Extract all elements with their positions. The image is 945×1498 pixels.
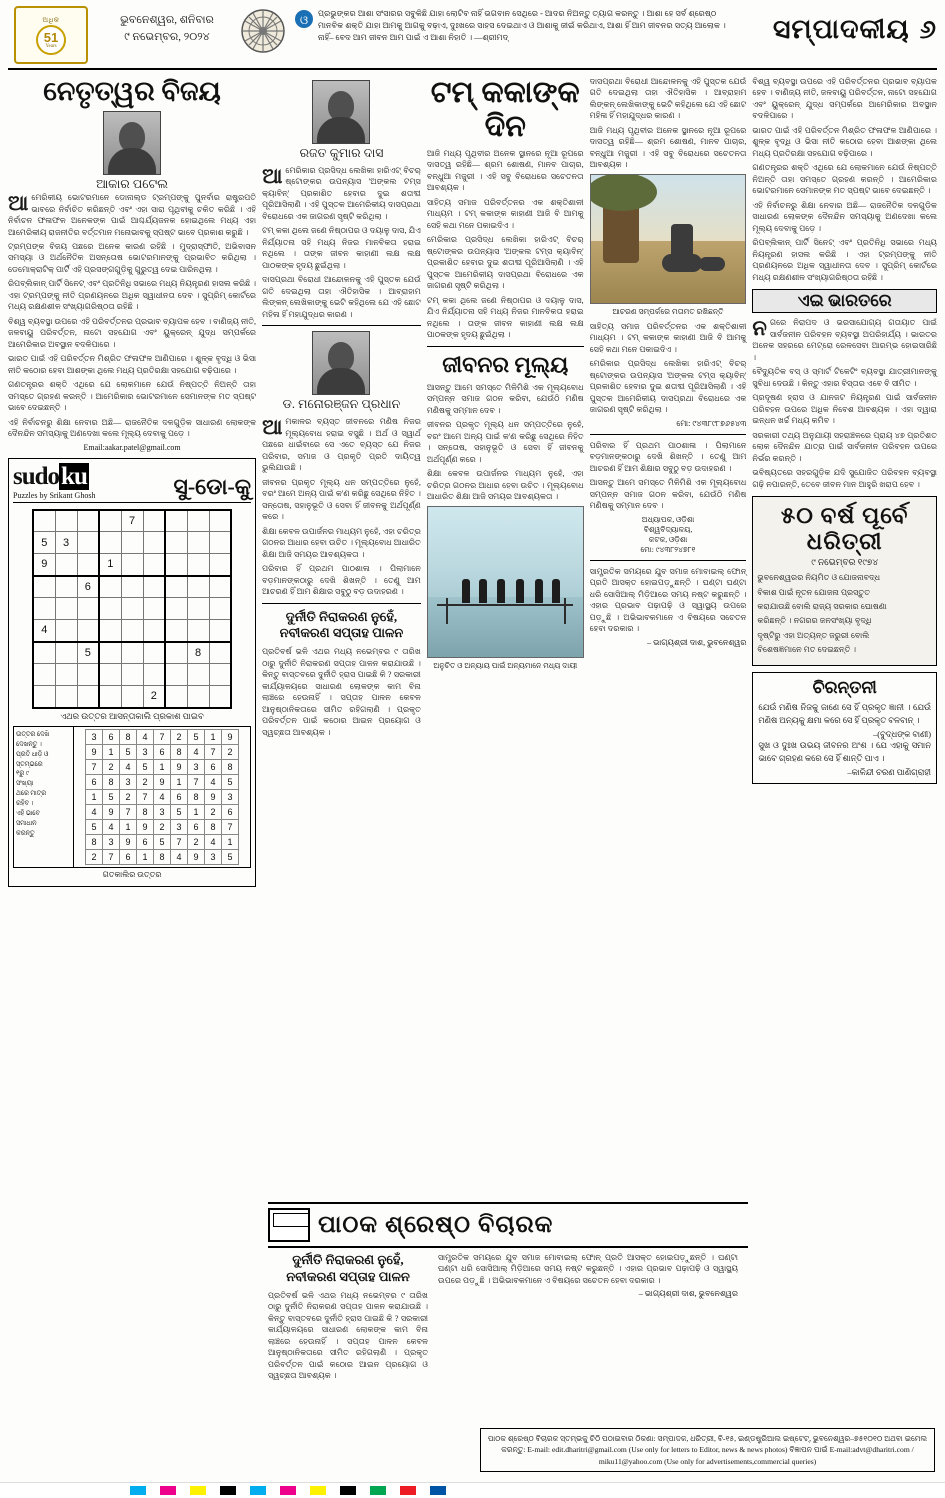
seal-circle — [36, 25, 66, 55]
sudoku-cell[interactable] — [165, 510, 187, 532]
svg-text:ଓ: ଓ — [299, 13, 309, 27]
column-feature-b — [427, 76, 584, 887]
sudoku-title-odia: ସୁ-ଡୋ-କୁ — [173, 473, 252, 499]
sudoku-cell[interactable] — [33, 576, 55, 598]
sudoku-answer-cell: 5 — [171, 804, 188, 819]
sudoku-cell[interactable] — [77, 554, 99, 576]
sudoku-cell[interactable] — [165, 532, 187, 554]
color-swatch — [430, 1486, 446, 1495]
sudoku-answer-cell: 9 — [154, 774, 171, 789]
sudoku-answer-cell: 8 — [171, 744, 188, 759]
sudoku-answer-cell: 7 — [154, 729, 171, 744]
color-swatch — [400, 1486, 416, 1495]
article2-byline: ରଜତ କୁମାର ଦାସ — [299, 146, 384, 160]
sudoku-cell[interactable] — [143, 554, 165, 576]
sudoku-answer-cell: 9 — [205, 789, 222, 804]
sudoku-answer-cell: 7 — [205, 744, 222, 759]
sudoku-cell[interactable] — [143, 532, 165, 554]
column-feature-a — [262, 76, 421, 887]
letter1-body-2: ପ୍ରତିବର୍ଷ ଭଳି ଏଥର ମଧ୍ୟ ନଭେମ୍ବର ୯ ତାରିଖ ଠାରୁ ଦୁର୍ନୀତି ନିରାକରଣ ସପ୍ତାହ ପାଳନ କରାଯାଉଛି । କିନ୍ତୁ ବାସ୍ତବରେ ଦୁର୍ନୀତି ହ୍ରାସ ପାଇଛି କି ? ସରକାରୀ କାର୍ଯ୍ୟାଳୟରେ ସାଧାରଣ ଲୋକଙ୍କ କାମ ବିନା ଲାଞ୍ଚରେ ହେଉନାହିଁ । ସପ୍ତାହ ପାଳନ କେବଳ ଆନୁଷ୍ଠାନିକତାରେ ସୀମିତ ରହିଗଲାଣି । ପ୍ରକୃତ ପରିବର୍ତ୍ତନ ପାଇଁ କଠୋର ଆଇନ ପ୍ରୟୋଗ ଓ ସ୍ୱଚ୍ଛତା ଆବଶ୍ୟକ । — [268, 1290, 428, 1381]
seal-years-number: 51 — [43, 29, 59, 45]
sudoku-cell[interactable] — [143, 576, 165, 598]
sudoku-answer-cell: 6 — [137, 834, 154, 849]
sudoku-cell[interactable] — [209, 642, 231, 664]
sudoku-cell[interactable] — [209, 664, 231, 686]
sudoku-cell[interactable] — [209, 510, 231, 532]
letter2-sign-2: – ଭାଗ୍ୟଶ୍ରୀ ଦାଶ, ଭୁବନେଶ୍ୱର — [638, 1289, 738, 1299]
sudoku-cell[interactable] — [143, 510, 165, 532]
sudoku-answer-cell: 5 — [103, 789, 120, 804]
article3-photo-caption: ଅନୁଚିତ ଓ ଅନ୍ୟାୟ ପାଇଁ ଅନ୍ୟମାନେ ମଧ୍ୟ ଦାୟୀ — [433, 660, 578, 670]
ei-bharatare-banner: ଏଇ ଭାରତରେ — [752, 289, 937, 313]
sudoku-cell[interactable] — [55, 686, 77, 708]
sudoku-answer-cell: 9 — [137, 819, 154, 834]
sudoku-answer-cell: 8 — [154, 849, 171, 864]
sudoku-cell[interactable] — [165, 554, 187, 576]
sudoku-header — [13, 463, 251, 503]
sudoku-cell[interactable] — [99, 620, 121, 642]
page-number: ୬ — [919, 15, 937, 44]
sudoku-answer-cell: 6 — [103, 729, 120, 744]
sudoku-cell[interactable] — [55, 510, 77, 532]
sudoku-answer-cell: 5 — [120, 744, 137, 759]
edition-place: ଭୁବନେଶ୍ୱର, ଶନିବାର — [120, 14, 214, 26]
sudoku-cell[interactable] — [121, 642, 143, 664]
contact-info: ପାଠକ ଶ୍ରେଷ୍ଠ ବିଚାରକ ସ୍ତମ୍ଭକୁ ଚିଠି ପଠାଇବାର ଠିକଣା: ସମ୍ପାଦକ, ଧରିତ୍ରୀ, ବି-୧୫, ଇଣ୍ଡଷ୍ଟ୍ରିଆଲ ଇଷ୍ଟେଟ୍, ଭୁବନେଶ୍ୱର–୭୫୧୦୧୦ ଅଥବା ଇମେଲ କରନ୍ତୁ: E-mail: edit.dharitri@gmail.com (Use only for letters to Editor, news & news photos) ବିଜ୍ଞାପନ ପାଇଁ E-mail:advt@dharitri.com / miku11@yahoo.com (Use only for advertisements,commercial queries) — [480, 1428, 935, 1472]
sudoku-answer-cell: 5 — [154, 834, 171, 849]
mailbox-icon — [268, 1208, 310, 1242]
edition-date: ୯ ନଭେମ୍ବର, ୨୦୨୪ — [124, 30, 210, 43]
sudoku-block — [8, 458, 256, 887]
sudoku-cell[interactable] — [99, 664, 121, 686]
reader-header — [268, 1202, 748, 1248]
sudoku-answer-cell: 7 — [171, 834, 188, 849]
sudoku-answer-cell: 6 — [120, 849, 137, 864]
sudoku-cell[interactable] — [121, 664, 143, 686]
sudoku-answer-cell: 5 — [137, 759, 154, 774]
sudoku-answer-cell: 9 — [103, 804, 120, 819]
sudoku-cell[interactable] — [165, 598, 187, 620]
sudoku-answer-cell: 5 — [86, 819, 103, 834]
article2-photo-caption: ଆଚରଣ ସମ୍ପର୍କରେ ମତାମତ ରଖିଛନ୍ତି — [612, 306, 724, 316]
sudoku-cell[interactable] — [55, 620, 77, 642]
konark-wheel-icon — [240, 8, 286, 54]
sudoku-answer-cell: 9 — [120, 834, 137, 849]
chiratani-line-2: ସୁଖ ଓ ଦୁଃଖ ଉଭୟ ଜୀବନର ଅଂଶ । ଯେ ଏହାକୁ ସମାନ ଭାବେ ଗ୍ରହଣ କରେ ସେ ହିଁ ଶାନ୍ତି ପାଏ । — [758, 741, 931, 763]
letter1-title: ଦୁର୍ନୀତି ନିରାକରଣ ନୁହେଁ, ନବୀକରଣ ସପ୍ତାହ ପାଳନ — [279, 608, 404, 641]
sudoku-credit: Puzzles by Srikant Ghosh — [13, 490, 96, 500]
color-swatch — [160, 1486, 176, 1495]
sudoku-cell[interactable] — [143, 642, 165, 664]
article1-body: ଆମେରିକୀୟ ଭୋଟରମାନେ ଡୋନାଲ୍ଡ ଟ୍ରମ୍ପଙ୍କୁ ପୁନର୍ବାର ରାଷ୍ଟ୍ରପତି ଭାବରେ ନିର୍ବାଚିତ କରିଛନ୍ତି ଏବଂ ଏହା ସାରା ପୃଥିବୀକୁ ଚକିତ କରିଛି । ଏହି ନିର୍ବାଚନ ଫଳାଫଳ ଅନେକଙ୍କ ପାଇଁ ଆଶ୍ଚର୍ଯ୍ୟଜନକ ହୋଇଥିଲେ ମଧ୍ୟ ଏହା ଆମେରିକୀୟ ରାଜନୀତିର ବର୍ତ୍ତମାନ ମନୋଭାବକୁ ସ୍ପଷ୍ଟ ଭାବେ ପ୍ରକାଶ କରୁଛି । ଟ୍ରମ୍ପଙ୍କ ବିଜୟ ପଛରେ ଅନେକ କାରଣ ରହିଛି । ମୁଦ୍ରାସ୍ଫୀତି, ଅଭିବାସନ ସମସ୍ୟା ଓ ଅର୍ଥନୈତିକ ଅସନ୍ତୋଷ ଭୋଟରମାନଙ୍କୁ ପ୍ରଭାବିତ କରିଥିଲା । ଡେମୋକ୍ରାଟିକ୍ ପାର୍ଟି ଏହି ପ୍ରସଙ୍ଗଗୁଡ଼ିକୁ ଗୁରୁତ୍ୱ ଦେଇ ପାରିନଥିଲା । ରିପବ୍ଲିକାନ୍ ପାର୍ଟି ସିନେଟ୍ ଏବଂ ପ୍ରତିନିଧି ସଭାରେ ମଧ୍ୟ ନିୟନ୍ତ୍ରଣ ହାସଲ କରିଛି । ଏହା ଟ୍ରମ୍ପଙ୍କୁ ନୀତି ପ୍ରଣୟନରେ ଅଧିକ ସ୍ୱାଧୀନତା ଦେବ । ସୁପ୍ରିମ୍ କୋର୍ଟରେ ମଧ୍ୟ ରକ୍ଷଣଶୀଳ ସଂଖ୍ୟାଗରିଷ୍ଠତା ରହିଛି । ବିଶ୍ୱ ବ୍ୟବସ୍ଥା ଉପରେ ଏହି ପରିବର୍ତ୍ତନର ପ୍ରଭାବ ବ୍ୟାପକ ହେବ । ବାଣିଜ୍ୟ ନୀତି, ଜଳବାୟୁ ପରିବର୍ତ୍ତନ, ନାଟୋ ସହଯୋଗ ଏବଂ ୟୁକ୍ରେନ୍ ଯୁଦ୍ଧ ସମ୍ପର୍କରେ ଆମେରିକାର ଅବସ୍ଥାନ ବଦଳିପାରେ । ଭାରତ ପାଇଁ ଏହି ପରିବର୍ତ୍ତନ ମିଶ୍ରିତ ଫଳାଫଳ ଆଣିପାରେ । ଶୁଳ୍କ ବୃଦ୍ଧି ଓ ଭିସା ନୀତି କଠୋର ହେବା ଆଶଙ୍କା ଥିଲେ ମଧ୍ୟ ପ୍ରତିରକ୍ଷା ସହଯୋଗ ବଢ଼ିପାରେ । ଗଣତନ୍ତ୍ରର ଶକ୍ତି ଏଥିରେ ଯେ ଲୋକମାନେ ଯେଉଁ ନିଷ୍ପତ୍ତି ନିଅନ୍ତି ତାହା ସମସ୍ତେ ଗ୍ରହଣ କରନ୍ତି । ଆମେରିକାର ଭୋଟରମାନେ ସେମାନଙ୍କ ମତ ସ୍ପଷ୍ଟ ଭାବେ ଦେଇଛନ୍ତି । ଏହି ନିର୍ବାଚନରୁ ଶିକ୍ଷା ନେବାର ଅଛି— ରାଜନୈତିକ ଦଳଗୁଡ଼ିକ ସାଧାରଣ ଲୋକଙ୍କ ଦୈନନ୍ଦିନ ସମସ୍ୟାକୁ ଅଣଦେଖା କଲେ ମୂଲ୍ୟ ଦେବାକୁ ପଡ଼େ । — [8, 191, 257, 439]
sudoku-cell[interactable]: 3 — [55, 532, 77, 554]
sudoku-answer-cell: 6 — [154, 744, 171, 759]
sudoku-answer-grid — [85, 729, 239, 865]
sudoku-cell[interactable] — [33, 642, 55, 664]
sudoku-cell[interactable]: 9 — [33, 554, 55, 576]
sudoku-cell[interactable]: 5 — [33, 532, 55, 554]
article3-author-photo — [312, 331, 370, 395]
sudoku-cell[interactable]: 4 — [33, 620, 55, 642]
sudoku-answer-cell: 3 — [222, 789, 239, 804]
article1-email: Email:aakar.patel@gmail.com — [83, 442, 181, 452]
sudoku-answer-cell: 3 — [188, 759, 205, 774]
sudoku-cell[interactable] — [99, 642, 121, 664]
color-swatch — [310, 1486, 326, 1495]
article2-body-c: ଦାସପ୍ରଥା ବିରୋଧୀ ଆନ୍ଦୋଳନକୁ ଏହି ପୁସ୍ତକ ଯେଉଁ ଗତି ଦେଇଥିଲା ତାହା ଐତିହାସିକ । ଆବ୍ରାହାମ ଲିଙ୍କନ୍ ଲେଖିକାଙ୍କୁ ଭେଟି କହିଥିଲେ ଯେ ଏହି ଛୋଟ ମହିଳା ହିଁ ମହାଯୁଦ୍ଧର କାରଣ । ଆଜି ମଧ୍ୟ ପୃଥିବୀର ଅନେକ ସ୍ଥାନରେ ନୂଆ ରୂପରେ ଦାସତ୍ୱ ରହିଛି— ଶ୍ରମ ଶୋଷଣ, ମାନବ ପାଚାର, ବନ୍ଧୁଆ ମଜୁରୀ । ଏହି ସବୁ ବିରୋଧରେ ସଚେତନତା ଆବଶ୍ୟକ । — [589, 77, 747, 170]
seal-years-word: Years — [45, 43, 57, 49]
sudoku-answer-cell: 8 — [205, 819, 222, 834]
sudoku-cell[interactable] — [55, 664, 77, 686]
sudoku-cell[interactable] — [165, 620, 187, 642]
sudoku-answer-caption: ଗତକାଲିର ଉତ୍ତର — [102, 869, 162, 879]
sudoku-cell[interactable]: 1 — [99, 554, 121, 576]
color-swatch — [220, 1486, 236, 1495]
sudoku-cell[interactable]: 2 — [143, 686, 165, 708]
sudoku-cell[interactable] — [187, 554, 209, 576]
chiratani-title: ଚିରନ୍ତନୀ — [812, 677, 877, 697]
sudoku-answer-cell: 3 — [86, 729, 103, 744]
sudoku-cell[interactable] — [187, 576, 209, 598]
reader-section — [268, 1196, 748, 1385]
sudoku-cell[interactable] — [121, 576, 143, 598]
sudoku-cell[interactable] — [55, 554, 77, 576]
sudoku-answer-cell: 1 — [205, 729, 222, 744]
sudoku-answer-cell: 4 — [137, 729, 154, 744]
color-swatch — [340, 1486, 356, 1495]
sudoku-cell[interactable]: 5 — [77, 642, 99, 664]
sudoku-cell[interactable] — [77, 686, 99, 708]
sudoku-cell[interactable]: 7 — [121, 510, 143, 532]
sudoku-answer-cell: 1 — [171, 774, 188, 789]
sudoku-answer-cell: 3 — [205, 849, 222, 864]
sudoku-cell[interactable] — [165, 576, 187, 598]
sudoku-cell[interactable] — [209, 620, 231, 642]
sudoku-cell[interactable] — [121, 554, 143, 576]
sudoku-cell[interactable] — [55, 642, 77, 664]
sudoku-cell[interactable] — [209, 686, 231, 708]
sudoku-answer-cell: 4 — [120, 759, 137, 774]
drop-cap: ଆ — [262, 164, 283, 188]
sudoku-answer-cell: 7 — [86, 759, 103, 774]
sudoku-answer-cell: 9 — [188, 849, 205, 864]
sudoku-answer-cell: 4 — [154, 789, 171, 804]
sudoku-cell[interactable] — [77, 510, 99, 532]
sudoku-answer-cell: 1 — [154, 759, 171, 774]
sudoku-answer-cell: 3 — [154, 804, 171, 819]
article3-body-b: ଆସନ୍ତୁ ଆମେ ସମସ୍ତେ ମିଳିମିଶି ଏକ ମୂଲ୍ୟବୋଧ ସମ୍ପନ୍ନ ସମାଜ ଗଠନ କରିବା, ଯେଉଁଠି ମଣିଷ ମଣିଷକୁ ସମ୍ମାନ ଦେବ । ଜୀବନର ପ୍ରକୃତ ମୂଲ୍ୟ ଧନ ସମ୍ପତ୍ତିରେ ନୁହେଁ, ବରଂ ଆମେ ଅନ୍ୟ ପାଇଁ କ'ଣ କରିଛୁ ସେଥିରେ ନିହିତ । ସନ୍ତୋଷ, ସହାନୁଭୂତି ଓ ସେବା ହିଁ ଜୀବନକୁ ଅର୍ଥପୂର୍ଣ୍ଣ କରେ । ଶିକ୍ଷା କେବଳ ଉପାର୍ଜନର ମାଧ୍ୟମ ନୁହେଁ, ଏହା ଚରିତ୍ର ଗଠନର ଆଧାର ହେବା ଉଚିତ । ମୂଲ୍ୟବୋଧ ଆଧାରିତ ଶିକ୍ଷା ଆଜି ସମୟର ଆବଶ୍ୟକତା । — [426, 382, 584, 502]
content-grid — [8, 76, 937, 887]
color-swatch — [130, 1486, 146, 1495]
sudoku-answer-cell: 5 — [222, 774, 239, 789]
sudoku-answer-cell: 5 — [188, 729, 205, 744]
sudoku-logo: sudoku — [13, 462, 87, 490]
sudoku-answer-cell: 9 — [86, 744, 103, 759]
color-swatch — [280, 1486, 296, 1495]
sudoku-cell[interactable] — [165, 664, 187, 686]
sudoku-cell[interactable] — [187, 598, 209, 620]
article2-body-b: ଆଜି ମଧ୍ୟ ପୃଥିବୀର ଅନେକ ସ୍ଥାନରେ ନୂଆ ରୂପରେ ଦାସତ୍ୱ ରହିଛି— ଶ୍ରମ ଶୋଷଣ, ମାନବ ପାଚାର, ବନ୍ଧୁଆ ମଜୁରୀ । ଏହି ସବୁ ବିରୋଧରେ ସଚେତନତା ଆବଶ୍ୟକ । ସାହିତ୍ୟ ସମାଜ ପରିବର୍ତ୍ତନର ଏକ ଶକ୍ତିଶାଳୀ ମାଧ୍ୟମ । ଟମ୍ କକାଙ୍କ କାହାଣୀ ଆଜି ବି ଆମକୁ ସେହି କଥା ମନେ ପକାଇଦିଏ । ମେରିକାର ପ୍ରସିଦ୍ଧ ଲେଖିକା ହାରିଏଟ୍ ବିଚର୍ ଷ୍ଟୋଙ୍କର ଉପନ୍ୟାସ 'ଅଙ୍କଲ ଟମ୍ସ କ୍ୟାବିନ୍' ପ୍ରକାଶିତ ହେବାର ଦୁଇ ଶତାବ୍ଦୀ ପୂରିଆସିଲାଣି । ଏହି ପୁସ୍ତକ ଆମେରିକୀୟ ଦାସପ୍ରଥା ବିରୋଧରେ ଏକ ଜାଗରଣ ସୃଷ୍ଟି କରିଥିଲା । ଟମ୍ କକା ଥିଲେ ଜଣେ ନିଷ୍ଠାପର ଓ ଦୟାଳୁ ଦାସ, ଯିଏ ନିର୍ଯ୍ୟାତନା ସହି ମଧ୍ୟ ନିଜର ମାନବିକତା ହରାଇ ନଥିଲେ । ତାଙ୍କ ଜୀବନ କାହାଣୀ ଲକ୍ଷ ଲକ୍ଷ ପାଠକଙ୍କ ହୃଦୟ ଛୁଇଁଥିଲା । — [426, 149, 584, 340]
sudoku-cell[interactable] — [55, 576, 77, 598]
color-swatch — [250, 1486, 266, 1495]
sudoku-cell[interactable] — [187, 686, 209, 708]
sudoku-answer-cell: 8 — [103, 774, 120, 789]
article1-author-photo — [103, 111, 161, 175]
sudoku-answer-cell: 4 — [188, 744, 205, 759]
sudoku-cell[interactable] — [121, 532, 143, 554]
sudoku-answer-cell: 2 — [188, 834, 205, 849]
sudoku-cell[interactable] — [121, 686, 143, 708]
anniversary-block — [752, 496, 937, 666]
drop-cap: ଆ — [262, 415, 283, 440]
article3-headline: ଜୀବନର ମୂଲ୍ୟ — [442, 351, 569, 377]
sudoku-cell[interactable] — [165, 686, 187, 708]
chiratani-sign-2: –କାଳିନ୍ଦୀ ଚରଣ ପାଣିଗ୍ରାହୀ — [847, 768, 931, 778]
print-color-bar — [0, 1482, 945, 1498]
color-swatches — [130, 1486, 458, 1495]
article3-body-a: ଆମକାଳର ବ୍ୟସ୍ତ ଜୀବନରେ ମଣିଷ ନିଜର ମୂଲ୍ୟବୋଧ ହରାଇ ବସୁଛି । ଅର୍ଥ ଓ ସ୍ୱାର୍ଥ ପଛରେ ଧାଇଁବାରେ ସେ ଏତେ ବ୍ୟସ୍ତ ଯେ ନିଜର ପରିବାର, ସମାଜ ଓ ପ୍ରକୃତି ପ୍ରତି ଦାୟିତ୍ୱ ଭୁଲିଯାଉଛି । ଜୀବନର ପ୍ରକୃତ ମୂଲ୍ୟ ଧନ ସମ୍ପତ୍ତିରେ ନୁହେଁ, ବରଂ ଆମେ ଅନ୍ୟ ପାଇଁ କ'ଣ କରିଛୁ ସେଥିରେ ନିହିତ । ସନ୍ତୋଷ, ସହାନୁଭୂତି ଓ ସେବା ହିଁ ଜୀବନକୁ ଅର୍ଥପୂର୍ଣ୍ଣ କରେ । ଶିକ୍ଷା କେବଳ ଉପାର୍ଜନର ମାଧ୍ୟମ ନୁହେଁ, ଏହା ଚରିତ୍ର ଗଠନର ଆଧାର ହେବା ଉଚିତ । ମୂଲ୍ୟବୋଧ ଆଧାରିତ ଶିକ୍ଷା ଆଜି ସମୟର ଆବଶ୍ୟକତା । ପରିବାର ହିଁ ପ୍ରଥମ ପାଠଶାଳା । ପିଲାମାନେ ବଡ଼ମାନଙ୍କଠାରୁ ଦେଖି ଶିଖନ୍ତି । ତେଣୁ ଆମ ଆଚରଣ ହିଁ ଆମ ଶିକ୍ଷାର ସବୁଠୁ ବଡ଼ ଉଦାହରଣ । — [262, 415, 421, 597]
sudoku-answer-cell: 3 — [137, 744, 154, 759]
sudoku-answer-cell: 8 — [222, 759, 239, 774]
sudoku-cell[interactable] — [99, 686, 121, 708]
sudoku-answer-cell: 8 — [188, 789, 205, 804]
sudoku-cell[interactable] — [187, 532, 209, 554]
article3-sign: ଅଧ୍ୟାପକ, ଓଡ଼ିଶା ବିଶ୍ୱବିଦ୍ୟାଳୟ, କଟକ, ଓଡ଼ିଶା ମୋ: ୯୪୩୮୨୪୭୮୧ — [640, 514, 696, 554]
column-right-rail — [752, 76, 937, 887]
letter1-title-2: ଦୁର୍ନୀତି ନିରାକରଣ ନୁହେଁ, ନବୀକରଣ ସପ୍ତାହ ପାଳନ — [286, 1252, 410, 1284]
sudoku-cell[interactable] — [33, 510, 55, 532]
section-title-block — [747, 6, 937, 46]
article2-illustration — [590, 174, 747, 304]
sudoku-answer-cell: 3 — [120, 774, 137, 789]
sudoku-cell[interactable] — [209, 598, 231, 620]
sudoku-answer-cell: 6 — [188, 819, 205, 834]
sudoku-answer-cell: 2 — [137, 774, 154, 789]
sudoku-cell[interactable] — [187, 620, 209, 642]
sudoku-cell[interactable] — [187, 664, 209, 686]
sanskrit-verse-text: ପ୍ରଭୁଙ୍କର ଆଶା ସଂସାରର ସବୁକିଛି ଯାହା ଲୋଟିବ ନାହିଁ ଭଗବାନ ସେଥିରେ - ଆଦର ନିଅନ୍ତୁ ତ୍ୟାଗ କରନ୍ତୁ । ଆଶା ହେ ସର୍ବ ଶ୍ରେଷ୍ଠ ମାନବିକ ଶକ୍ତି ଯାହା ଆମକୁ ଆଗକୁ ବଢ଼ାଏ, ଦୁଃଖରେ ସାହସ ଦେଇଥାଏ ଓ ଆଶାକୁ ଜୀଇଁ କରିଥାଏ, ଆଶା ହିଁ ଆମ ଜୀବନର ସତ୍ୟ ଆଲୋକ । ନାହିଁ– ବେଦ ଆମ ଜୀବନ ଆମ ପାଇଁ ଏ ଆଶା ନିହାତି । —ଶ୍ରୀମଦ୍ — [318, 9, 726, 42]
article2-author-photo — [312, 80, 370, 144]
sudoku-cell[interactable] — [209, 554, 231, 576]
article1-overflow: ବିଶ୍ୱ ବ୍ୟବସ୍ଥା ଉପରେ ଏହି ପରିବର୍ତ୍ତନର ପ୍ରଭାବ ବ୍ୟାପକ ହେବ । ବାଣିଜ୍ୟ ନୀତି, ଜଳବାୟୁ ପରିବର୍ତ୍ତନ, ନାଟୋ ସହଯୋଗ ଏବଂ ୟୁକ୍ରେନ୍ ଯୁଦ୍ଧ ସମ୍ପର୍କରେ ଆମେରିକାର ଅବସ୍ଥାନ ବଦଳିପାରେ । ଭାରତ ପାଇଁ ଏହି ପରିବର୍ତ୍ତନ ମିଶ୍ରିତ ଫଳାଫଳ ଆଣିପାରେ । ଶୁଳ୍କ ବୃଦ୍ଧି ଓ ଭିସା ନୀତି କଠୋର ହେବା ଆଶଙ୍କା ଥିଲେ ମଧ୍ୟ ପ୍ରତିରକ୍ଷା ସହଯୋଗ ବଢ଼ିପାରେ । ଗଣତନ୍ତ୍ରର ଶକ୍ତି ଏଥିରେ ଯେ ଲୋକମାନେ ଯେଉଁ ନିଷ୍ପତ୍ତି ନିଅନ୍ତି ତାହା ସମସ୍ତେ ଗ୍ରହଣ କରନ୍ତି । ଆମେରିକାର ଭୋଟରମାନେ ସେମାନଙ୍କ ମତ ସ୍ପଷ୍ଟ ଭାବେ ଦେଇଛନ୍ତି । ଏହି ନିର୍ବାଚନରୁ ଶିକ୍ଷା ନେବାର ଅଛି— ରାଜନୈତିକ ଦଳଗୁଡ଼ିକ ସାଧାରଣ ଲୋକଙ୍କ ଦୈନନ୍ଦିନ ସମସ୍ୟାକୁ ଅଣଦେଖା କଲେ ମୂଲ୍ୟ ଦେବାକୁ ପଡ଼େ । ରିପବ୍ଲିକାନ୍ ପାର୍ଟି ସିନେଟ୍ ଏବଂ ପ୍ରତିନିଧି ସଭାରେ ମଧ୍ୟ ନିୟନ୍ତ୍ରଣ ହାସଲ କରିଛି । ଏହା ଟ୍ରମ୍ପଙ୍କୁ ନୀତି ପ୍ରଣୟନରେ ଅଧିକ ସ୍ୱାଧୀନତା ଦେବ । ସୁପ୍ରିମ୍ କୋର୍ଟରେ ମଧ୍ୟ ରକ୍ଷଣଶୀଳ ସଂଖ୍ୟାଗରିଷ୍ଠତା ରହିଛି । — [752, 77, 937, 282]
sudoku-cell[interactable] — [143, 620, 165, 642]
sudoku-cell[interactable] — [209, 532, 231, 554]
sudoku-answer-cell: 7 — [222, 819, 239, 834]
article3-body-c: ପରିବାର ହିଁ ପ୍ରଥମ ପାଠଶାଳା । ପିଲାମାନେ ବଡ଼ମାନଙ୍କଠାରୁ ଦେଖି ଶିଖନ୍ତି । ତେଣୁ ଆମ ଆଚରଣ ହିଁ ଆମ ଶିକ୍ଷାର ସବୁଠୁ ବଡ଼ ଉଦାହରଣ । ଆସନ୍ତୁ ଆମେ ସମସ୍ତେ ମିଳିମିଶି ଏକ ମୂଲ୍ୟବୋଧ ସମ୍ପନ୍ନ ସମାଜ ଗଠନ କରିବା, ଯେଉଁଠି ମଣିଷ ମଣିଷକୁ ସମ୍ମାନ ଦେବ । — [589, 440, 747, 511]
ei-bharatare-body: ନଗରେ ନିରାପଦ ଓ ଭରସାଯୋଗ୍ୟ ଗତାୟାତ ପାଇଁ ସାର୍ବଜନୀନ ପରିବହନ ବ୍ୟବସ୍ଥା ଅପରିହାର୍ଯ୍ୟ । ଭାରତର ଅନେକ ସହରରେ ମେଟ୍ରୋ ରେଳସେବା ଆରମ୍ଭ ହୋଇସାରିଛି । ବୈଦ୍ୟୁତିକ ବସ୍ ଓ ସ୍ମାର୍ଟ ଟିକେଟିଂ ବ୍ୟବସ୍ଥା ଯାତ୍ରୀମାନଙ୍କୁ ସୁବିଧା ଦେଉଛି । କିନ୍ତୁ ଏହାର ବିସ୍ତାର ଏବେ ବି ସୀମିତ । ପ୍ରଦୂଷଣ ହ୍ରାସ ଓ ଯାନଜଟ ନିୟନ୍ତ୍ରଣ ପାଇଁ ସାର୍ବଜନୀନ ପରିବହନ ଉପରେ ଅଧିକ ନିବେଶ ଆବଶ୍ୟକ । ଏହା ଦ୍ୱାରା ଇନ୍ଧନ ଖର୍ଚ୍ଚ ମଧ୍ୟ କମିବ । ସରକାରୀ ତଥ୍ୟ ଅନୁଯାୟୀ ସହରାଞ୍ଚଳରେ ପ୍ରାୟ ୪୭ ପ୍ରତିଶତ ଲୋକ ଦୈନନ୍ଦିନ ଯାତ୍ରା ପାଇଁ ସାର୍ବଜନୀନ ପରିବହନ ଉପରେ ନିର୍ଭର କରନ୍ତି । ଭବିଷ୍ୟତରେ ସହରଗୁଡ଼ିକ ଯଦି ସୁଯୋଜିତ ପରିବହନ ବ୍ୟବସ୍ଥା ଗଢ଼ି ନପାରନ୍ତି, ତେବେ ଜୀବନ ମାନ ଆହୁରି ଖରାପ ହେବ । — [752, 316, 937, 489]
article2-phone: ମୋ: ୯୪୩୮୯୮୭୬୫୪୩ — [676, 418, 747, 428]
sudoku-answer-cell: 5 — [222, 849, 239, 864]
sudoku-answer-cell: 3 — [171, 819, 188, 834]
letter1-body: ପ୍ରତିବର୍ଷ ଭଳି ଏଥର ମଧ୍ୟ ନଭେମ୍ବର ୯ ତାରିଖ ଠାରୁ ଦୁର୍ନୀତି ନିରାକରଣ ସପ୍ତାହ ପାଳନ କରାଯାଉଛି । କିନ୍ତୁ ବାସ୍ତବରେ ଦୁର୍ନୀତି ହ୍ରାସ ପାଇଛି କି ? ସରକାରୀ କାର୍ଯ୍ୟାଳୟରେ ସାଧାରଣ ଲୋକଙ୍କ କାମ ବିନା ଲାଞ୍ଚରେ ହେଉନାହିଁ । ସପ୍ତାହ ପାଳନ କେବଳ ଆନୁଷ୍ଠାନିକତାରେ ସୀମିତ ରହିଗଲାଣି । ପ୍ରକୃତ ପରିବର୍ତ୍ତନ ପାଇଁ କଠୋର ଆଇନ ପ୍ରୟୋଗ ଓ ସ୍ୱଚ୍ଛତା ଆବଶ୍ୟକ । — [262, 647, 421, 737]
article3-byline: ଡ. ମନୋରଞ୍ଜନ ପ୍ରଧାନ — [282, 397, 401, 412]
article1-headline: ନେତୃତ୍ୱର ବିଜୟ — [43, 76, 221, 106]
sudoku-cell[interactable] — [99, 576, 121, 598]
sudoku-cell[interactable] — [33, 664, 55, 686]
anniversary-badge — [8, 6, 94, 64]
sudoku-cell[interactable] — [55, 598, 77, 620]
chiratani-line-1: ଯେଉଁ ମଣିଷ ନିଜକୁ ଜାଣେ ସେ ହିଁ ପ୍ରକୃତ ଜ୍ଞାନୀ । ଯେଉଁ ମଣିଷ ଅନ୍ୟକୁ କ୍ଷମା କରେ ସେ ହିଁ ପ୍ରକୃତ ବଳବାନ୍ । — [758, 702, 931, 725]
sudoku-answer-cell: 3 — [103, 834, 120, 849]
sudoku-grid[interactable] — [32, 509, 232, 709]
sudoku-answer-cell: 2 — [154, 819, 171, 834]
sudoku-answer-cell: 7 — [120, 804, 137, 819]
sudoku-answer-cell: 1 — [120, 819, 137, 834]
sudoku-answer-cell: 2 — [222, 744, 239, 759]
drop-cap: ନ — [752, 316, 767, 341]
seal-icon — [14, 6, 88, 64]
sudoku-cell[interactable] — [121, 598, 143, 620]
sudoku-answer-cell: 7 — [188, 774, 205, 789]
sudoku-answer-instructions: ଉତ୍ତର ଦେଖି ଦେଖନ୍ତୁ । ପ୍ରତି ଧାଡ଼ି ଓ ସ୍ତମ୍ଭରେ ୧ରୁ ୯ ସଂଖ୍ୟା ଥରେ ମାତ୍ର ରହିବ । ଏହି ଭାବେ ସମାଧାନ କରନ୍ତୁ — [14, 727, 74, 867]
sudoku-cell[interactable]: 8 — [187, 642, 209, 664]
sudoku-cell[interactable] — [143, 598, 165, 620]
column-feature-c — [590, 76, 747, 887]
sudoku-answer-cell: 2 — [103, 759, 120, 774]
sudoku-cell[interactable] — [165, 642, 187, 664]
drop-cap: ଆ — [8, 191, 29, 216]
article2-body-a: ଆମେରିକାର ପ୍ରସିଦ୍ଧ ଲେଖିକା ହାରିଏଟ୍ ବିଚର୍ ଷ୍ଟୋଙ୍କର ଉପନ୍ୟାସ 'ଅଙ୍କଲ ଟମ୍ସ କ୍ୟାବିନ୍' ପ୍ରକାଶିତ ହେବାର ଦୁଇ ଶତାବ୍ଦୀ ପୂରିଆସିଲାଣି । ଏହି ପୁସ୍ତକ ଆମେରିକୀୟ ଦାସପ୍ରଥା ବିରୋଧରେ ଏକ ଜାଗରଣ ସୃଷ୍ଟି କରିଥିଲା । ଟମ୍ କକା ଥିଲେ ଜଣେ ନିଷ୍ଠାପର ଓ ଦୟାଳୁ ଦାସ, ଯିଏ ନିର୍ଯ୍ୟାତନା ସହି ମଧ୍ୟ ନିଜର ମାନବିକତା ହରାଇ ନଥିଲେ । ତାଙ୍କ ଜୀବନ କାହାଣୀ ଲକ୍ଷ ଲକ୍ଷ ପାଠକଙ୍କ ହୃଦୟ ଛୁଇଁଥିଲା । ଦାସପ୍ରଥା ବିରୋଧୀ ଆନ୍ଦୋଳନକୁ ଏହି ପୁସ୍ତକ ଯେଉଁ ଗତି ଦେଇଥିଲା ତାହା ଐତିହାସିକ । ଆବ୍ରାହାମ ଲିଙ୍କନ୍ ଲେଖିକାଙ୍କୁ ଭେଟି କହିଥିଲେ ଯେ ଏହି ଛୋଟ ମହିଳା ହିଁ ମହାଯୁଦ୍ଧର କାରଣ । — [262, 164, 421, 319]
sudoku-answer-cell: 4 — [205, 834, 222, 849]
sudoku-answer-cell: 9 — [222, 729, 239, 744]
sudoku-answer-cell: 7 — [103, 849, 120, 864]
article2-body-d: ସାହିତ୍ୟ ସମାଜ ପରିବର୍ତ୍ତନର ଏକ ଶକ୍ତିଶାଳୀ ମାଧ୍ୟମ । ଟମ୍ କକାଙ୍କ କାହାଣୀ ଆଜି ବି ଆମକୁ ସେହି କଥା ମନେ ପକାଇଦିଏ । ମେରିକାର ପ୍ରସିଦ୍ଧ ଲେଖିକା ହାରିଏଟ୍ ବିଚର୍ ଷ୍ଟୋଙ୍କର ଉପନ୍ୟାସ 'ଅଙ୍କଲ ଟମ୍ସ କ୍ୟାବିନ୍' ପ୍ରକାଶିତ ହେବାର ଦୁଇ ଶତାବ୍ଦୀ ପୂରିଆସିଲାଣି । ଏହି ପୁସ୍ତକ ଆମେରିକୀୟ ଦାସପ୍ରଥା ବିରୋଧରେ ଏକ ଜାଗରଣ ସୃଷ୍ଟି କରିଥିଲା । — [589, 321, 747, 415]
reader-footer-box — [480, 1422, 935, 1472]
sudoku-answer-cell: 6 — [205, 759, 222, 774]
sudoku-answer-cell: 6 — [86, 774, 103, 789]
sanskrit-verse-block — [294, 6, 739, 44]
sudoku-answer-cell: 4 — [171, 849, 188, 864]
seal-top-text: ଅଧିକ — [42, 15, 60, 24]
section-title: ସମ୍ପାଦକୀୟ — [772, 14, 910, 44]
color-swatch — [190, 1486, 206, 1495]
sudoku-answer-cell: 2 — [86, 849, 103, 864]
column-opinion-left — [8, 76, 256, 887]
letter2-body-2: ସାମ୍ପ୍ରତିକ ସମୟରେ ଯୁବ ସମାଜ ମୋବାଇଲ୍ ଫୋନ୍ ପ୍ରତି ଆସକ୍ତ ହୋଇପଡ଼ୁଛନ୍ତି । ଘଣ୍ଟା ଘଣ୍ଟା ଧରି ସୋସିଆଲ୍ ମିଡ଼ିଆରେ ସମୟ ନଷ୍ଟ କରୁଛନ୍ତି । ଏହାର ପ୍ରଭାବ ପଢ଼ାପଢ଼ି ଓ ସ୍ୱାସ୍ଥ୍ୟ ଉପରେ ପଡ଼ୁଛି । ଅଭିଭାବକମାନେ ଏ ବିଷୟରେ ସଚେତନ ହେବା ଦରକାର । — [438, 1253, 738, 1285]
sudoku-answer-cell: 4 — [205, 774, 222, 789]
sudoku-cell[interactable]: 6 — [77, 576, 99, 598]
sudoku-answer-cell: 4 — [86, 804, 103, 819]
masthead — [8, 6, 937, 70]
sudoku-cell[interactable] — [99, 532, 121, 554]
letter2-sign: – ଭାଗ୍ୟଶ୍ରୀ ଦାଶ, ଭୁବନେଶ୍ୱର — [647, 637, 747, 647]
letter2-body: ସାମ୍ପ୍ରତିକ ସମୟରେ ଯୁବ ସମାଜ ମୋବାଇଲ୍ ଫୋନ୍ ପ୍ରତି ଆସକ୍ତ ହୋଇପଡ଼ୁଛନ୍ତି । ଘଣ୍ଟା ଘଣ୍ଟା ଧରି ସୋସିଆଲ୍ ମିଡ଼ିଆରେ ସମୟ ନଷ୍ଟ କରୁଛନ୍ତି । ଏହାର ପ୍ରଭାବ ପଢ଼ାପଢ଼ି ଓ ସ୍ୱାସ୍ଥ୍ୟ ଉପରେ ପଡ଼ୁଛି । ଅଭିଭାବକମାନେ ଏ ବିଷୟରେ ସଚେତନ ହେବା ଦରକାର । — [589, 566, 747, 634]
sudoku-answer-cell: 8 — [120, 729, 137, 744]
reader-title: ପାଠକ ଶ୍ରେଷ୍ଠ ବିଚାରକ — [318, 1211, 554, 1238]
article3-photo — [427, 506, 584, 658]
sudoku-answer-cell: 2 — [205, 804, 222, 819]
sudoku-cell[interactable] — [99, 510, 121, 532]
sudoku-caption: ଏଥର ଉତ୍ତର ଆସନ୍ତାକାଲି ପ୍ରକାଶ ପାଇବ — [60, 710, 204, 721]
sudoku-answer-cell: 1 — [222, 834, 239, 849]
sudoku-answer-cell: 8 — [86, 834, 103, 849]
article2-headline: ଟମ୍ କକାଙ୍କ ଦିନ — [430, 76, 580, 143]
sudoku-answer-cell: 4 — [103, 819, 120, 834]
sudoku-answer-cell: 1 — [137, 849, 154, 864]
edition-place-date — [102, 6, 232, 45]
sudoku-cell[interactable] — [33, 686, 55, 708]
sudoku-answer-cell: 1 — [86, 789, 103, 804]
sudoku-answer-cell: 6 — [171, 789, 188, 804]
sudoku-answer-block — [13, 726, 251, 868]
sudoku-cell[interactable] — [33, 598, 55, 620]
sudoku-cell[interactable] — [187, 510, 209, 532]
anniversary-title: ୫୦ ବର୍ଷ ପୂର୍ବେ ଧରିତ୍ରୀ — [780, 503, 909, 555]
sudoku-cell[interactable] — [99, 598, 121, 620]
sudoku-answer-cell: 1 — [188, 804, 205, 819]
sudoku-cell[interactable] — [77, 598, 99, 620]
sudoku-answer-cell: 9 — [171, 759, 188, 774]
sudoku-cell[interactable] — [77, 620, 99, 642]
sudoku-answer-cell: 2 — [171, 729, 188, 744]
chiratani-sign-1: –(ବୁଦ୍ଧଙ୍କ ବାଣୀ) — [873, 730, 931, 740]
sudoku-cell[interactable] — [209, 576, 231, 598]
sudoku-answer-cell: 6 — [222, 804, 239, 819]
sudoku-answer-cell: 7 — [137, 789, 154, 804]
anniversary-body: ଭୁବନେଶ୍ୱରର ନିୟମିତ ଓ ଯୋଜନାବଦ୍ଧ ବିକାଶ ପାଇଁ ନୂତନ ଯୋଜନା ପ୍ରସ୍ତୁତ କରାଯାଉଛି ବୋଲି ରାଜ୍ୟ ସରକାର ଘୋଷଣା କରିଛନ୍ତି । ନଗରର ଜନସଂଖ୍ୟା ବୃଦ୍ଧି ଦୃଷ୍ଟିରୁ ଏହା ଅତ୍ୟନ୍ତ ଜରୁରୀ ବୋଲି ବିଶେଷଜ୍ଞମାନେ ମତ ଦେଇଛନ୍ତି । — [757, 573, 887, 655]
sudoku-cell[interactable] — [77, 532, 99, 554]
sudoku-cell[interactable] — [121, 620, 143, 642]
chiratani-block — [752, 672, 937, 784]
sudoku-answer-cell: 8 — [137, 804, 154, 819]
article1-byline: ଆକାର ପଟେଲ — [96, 177, 169, 192]
anniversary-date: ୯ ନଭେମ୍ବର ୧୯୭୪ — [811, 557, 879, 568]
sudoku-cell[interactable] — [77, 664, 99, 686]
color-swatch — [370, 1486, 386, 1495]
sudoku-answer-cell: 2 — [120, 789, 137, 804]
om-icon — [294, 8, 314, 44]
sudoku-cell[interactable] — [143, 664, 165, 686]
sudoku-answer-cell: 1 — [103, 744, 120, 759]
